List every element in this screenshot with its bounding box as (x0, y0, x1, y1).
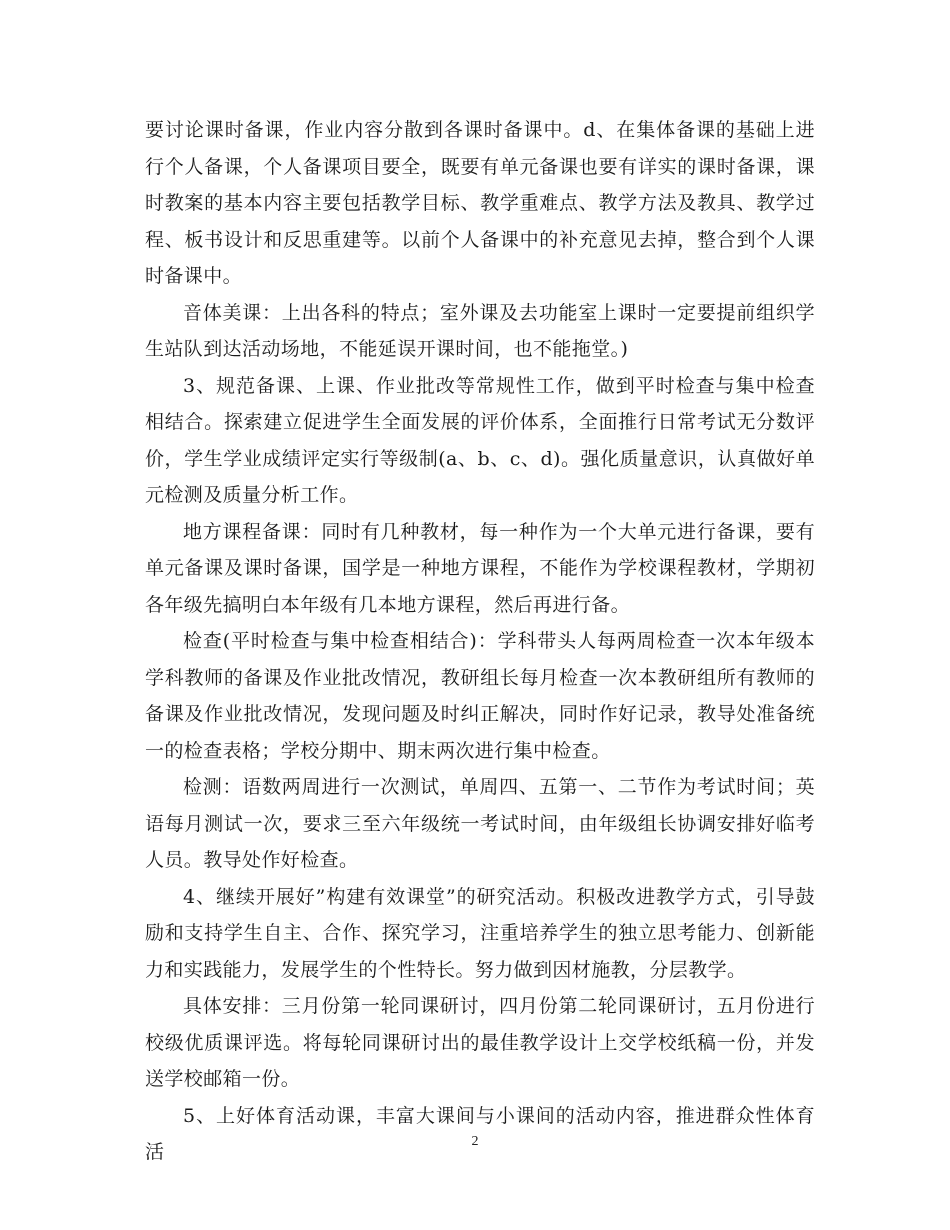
document-body (145, 112, 815, 1171)
paragraph-testing: 检测：语数两周进行一次测试，单周四、五第一、二节作为考试时间；英语每月测试一次，要求三至六年级统一考试时间，由年级组长协调安排好临考人员。教导处作好检查。 (145, 776, 815, 871)
paragraph-inspection: 检查(平时检查与集中检查相结合)：学科带头人每两周检查一次本年级本学科教师的备课及作业批改情况，教研组长每月检查一次本教研组所有教师的备课及作业批改情况，发现问题及时纠正解决，同时作好记录，教导处准备统一的检查表格；学校分期中、期末两次进行集中检查。 (145, 630, 815, 762)
page-number: 2 (471, 1134, 479, 1149)
paragraph-local-curriculum: 地方课程备课：同时有几种教材，每一种作为一个大单元进行备课，要有单元备课及课时备课，国学是一种地方课程，不能作为学校课程教材，学期初各年级先搞明白本年级有几本地方课程，然后再进行备。 (145, 520, 815, 616)
paragraph-item-3: 3、规范备课、上课、作业批改等常规性工作，做到平时检查与集中检查相结合。探索建立促进学生全面发展的评价体系，全面推行日常考试无分数评价，学生学业成绩评定实行等级制(a、b、c、d)。强化质量意识，认真做好单元检测及质量分析工作。 (145, 374, 815, 506)
paragraph-item-4: 4、继续开展好”构建有效课堂”的研究活动。积极改进教学方式，引导鼓励和支持学生自主、合作、探究学习，注重培养学生的独立思考能力、创新能力和实践能力，发展学生的个性特长。努力做到因材施教，分层教学。 (145, 885, 815, 981)
paragraph-continuation: 要讨论课时备课，作业内容分散到各课时备课中。d、在集体备课的基础上进行个人备课，个人备课项目要全，既要有单元备课也要有详实的课时备课，课时教案的基本内容主要包括教学目标、教学重难点、教学方法及教具、教学过程、板书设计和反思重建等。以前个人备课中的补充意见去掉，整合到个人课时备课中。 (145, 119, 815, 287)
paragraph-schedule: 具体安排：三月份第一轮同课研讨，四月份第二轮同课研讨，五月份进行校级优质课评选。将每轮同课研讨出的最佳教学设计上交学校纸稿一份，并发送学校邮箱一份。 (145, 995, 815, 1090)
paragraph-item-5: 5、上好体育活动课，丰富大课间与小课间的活动内容，推进群众性体育活 (145, 1104, 815, 1163)
paragraph-music-pe-art: 音体美课：上出各科的特点；室外课及去功能室上课时一定要提前组织学生站队到达活动场地，不能延误开课时间，也不能拖堂。) (145, 301, 815, 360)
